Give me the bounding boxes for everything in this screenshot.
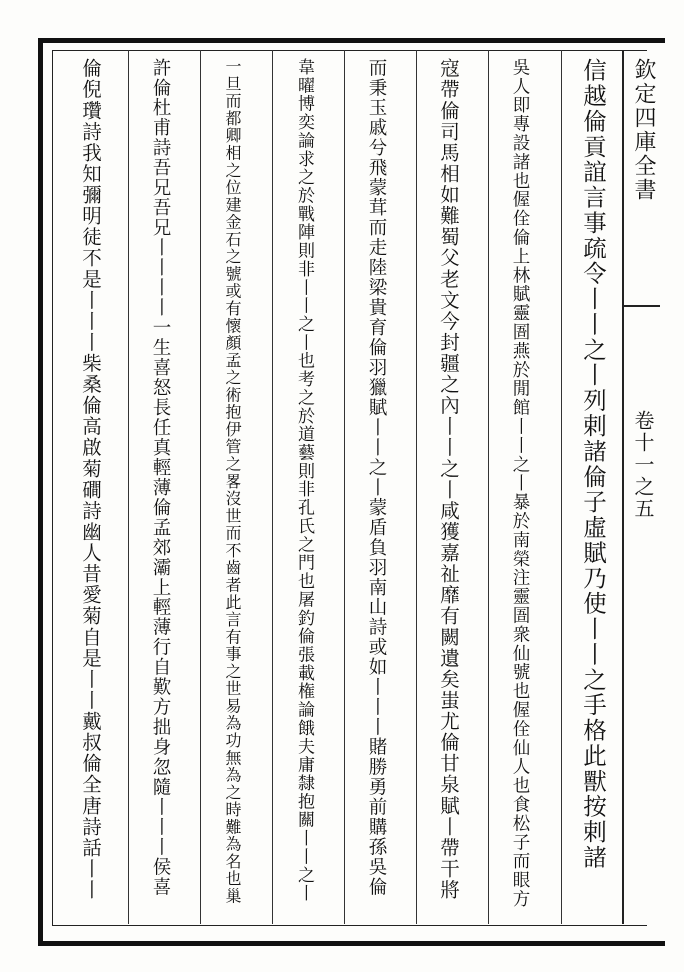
column-rule: [561, 50, 562, 924]
column-rule: [128, 50, 129, 924]
text-column-4: [349, 58, 403, 914]
column-text: 寇帶倫司馬相如難蜀父老文今封疆之內丨丨之丨咸獲嘉祉靡有闕遺矣蚩尤倫甘泉賦丨帶干將: [437, 58, 460, 901]
column-rule: [344, 50, 345, 924]
column-text: 倫倪瓚詩我知彌明徒不是丨丨丨柴桑倫高啟菊磵詩幽人昔愛菊自是丨丨戴叔倫全唐詩話丨丨: [79, 58, 102, 901]
column-rule: [416, 50, 417, 924]
text-column-1: [566, 58, 620, 914]
text-column-6: [205, 58, 259, 914]
text-column-2: [493, 58, 547, 914]
column-text: 信越倫貢誼言事疏令丨丨之丨列剌諸倫子虛賦乃使丨丨之手格此獸按剌諸: [579, 58, 607, 871]
column-text: 韋曜博奕論求之於戰陣則非丨丨之丨也考之於道藝則非孔氏之門也屠釣倫張載権論餓夫庸隸抱關丨丨之丨: [294, 58, 314, 903]
column-text: 許倫杜甫詩吾兄吾兄丨丨丨丨一生喜怒長任真輕薄倫孟郊灞上輕薄行自歎方拙身忽隨丨丨丨侯喜: [150, 58, 171, 898]
column-text: 吳人即專設諸也偓佺倫上林賦靈圄燕於閒館丨丨之丨暴於南榮注靈圄衆仙號也偓佺仙人也食松子而眼方: [510, 58, 530, 909]
juan-label: 卷十一之五: [631, 410, 655, 520]
column-text: 而秉玉戚兮飛蒙茸而走陸梁貴育倫羽獵賦丨丨之丨蒙盾負羽南山詩或如丨丨丨賭勝勇前購孫吳倫: [366, 58, 387, 898]
text-column-8: [63, 58, 117, 914]
column-text: 一旦而都卿相之位建金石之號或有懷顏孟之術抱伊管之畧沒世而不齒者此言有事之世易為功無為之時難為名也巢: [223, 58, 242, 905]
column-rule: [200, 50, 201, 924]
column-rule: [272, 50, 273, 924]
text-column-3: [421, 58, 475, 914]
margin-title: 欽定四庫全書: [631, 58, 656, 202]
column-rule: [488, 50, 489, 924]
text-column-7: [133, 58, 187, 914]
text-column-5: [277, 58, 331, 914]
